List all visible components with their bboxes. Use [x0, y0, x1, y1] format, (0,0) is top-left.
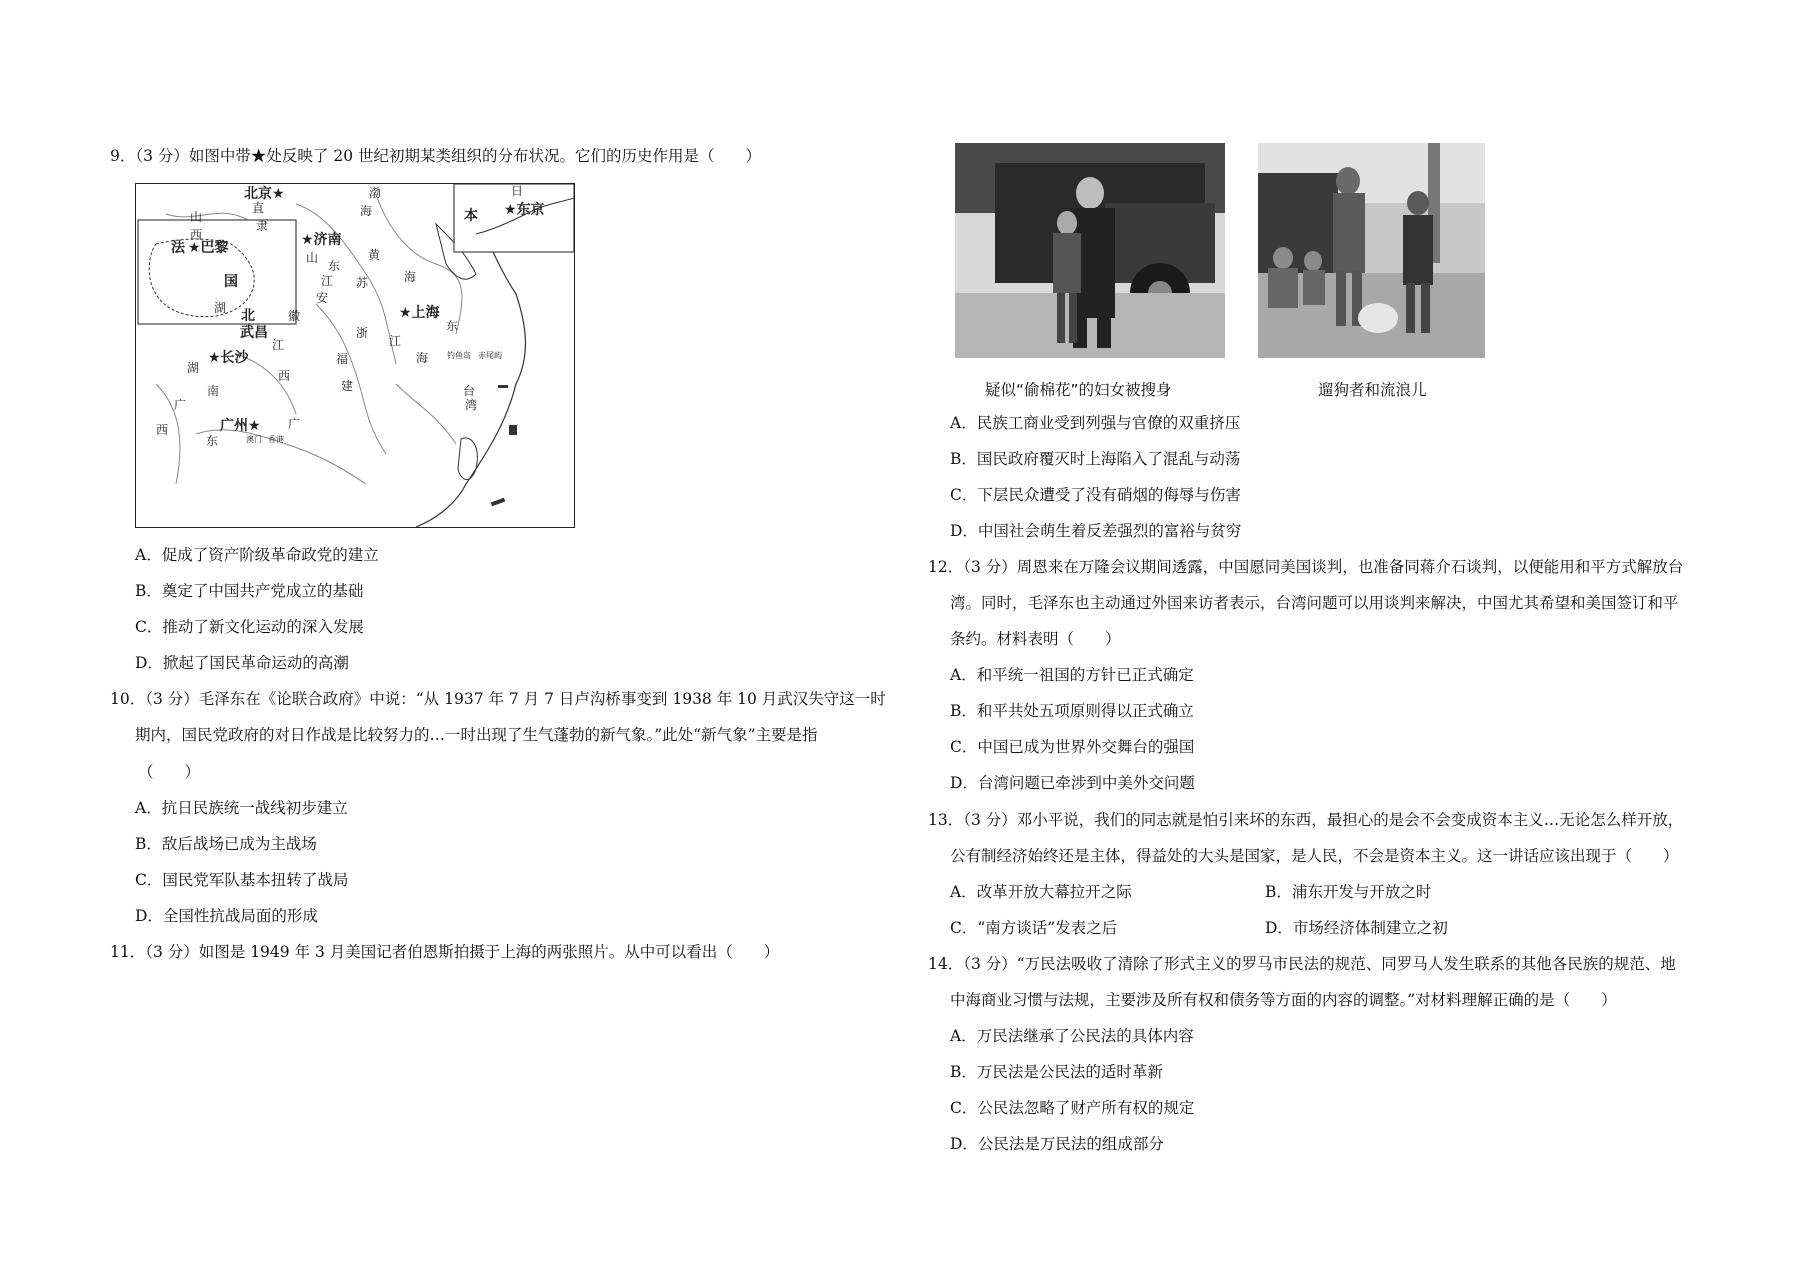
map-jiangxi1: 江 — [272, 338, 285, 352]
q12-option-c: C．中国已成为世界外交舞台的强国 — [950, 738, 1195, 756]
q14-option-b: B．万民法是公民法的适时革新 — [950, 1063, 1163, 1081]
map-fujian2: 建 — [341, 379, 354, 393]
map-jinan: ★济南 — [301, 232, 342, 248]
q13-line2: 公有制经济始终还是主体，得益处的大头是国家，是人民，不会是资本主义。这一讲话应该出现于（ ） — [950, 847, 1679, 865]
map-shanxi2: 西 — [190, 228, 203, 242]
map-zhejiang2: 江 — [389, 334, 402, 348]
map-beijing: 北京★ — [244, 186, 285, 202]
map-shandong2: 东 — [328, 259, 341, 273]
q10-option-a: A．抗日民族统一战线初步建立 — [135, 799, 348, 817]
q11-option-d: D．中国社会萌生着反差强烈的富裕与贫穷 — [950, 522, 1242, 540]
q14-option-d: D．公民法是万民法的组成部分 — [950, 1135, 1164, 1153]
photo-1-image — [955, 143, 1225, 358]
q14-option-c: C．公民法忽略了财产所有权的规定 — [950, 1099, 1195, 1117]
map-xianggang: 香港 — [268, 435, 284, 444]
map-guangdong1: 广 — [288, 417, 301, 431]
map-hunan2: 南 — [207, 384, 220, 398]
map-changsha: ★长沙 — [208, 350, 249, 366]
q13-option-c: C．“南方谈话”发表之后 — [950, 919, 1118, 937]
q13-line1: 13．（3 分）邓小平说，我们的同志就是怕引来坏的东西，最担心的是会不会变成资本主义…无论怎么样开放， — [928, 811, 1684, 829]
q14-line1: 14．（3 分）“万民法吸收了清除了形式主义的罗马市民法的规范、同罗马人发生联系的其他各民族的规范、地 — [928, 955, 1676, 973]
q11-photo-2 — [1258, 143, 1485, 358]
map-hai1: 海 — [404, 270, 417, 284]
map-paris: ★巴黎 — [188, 240, 229, 256]
map-france1: 法 — [171, 240, 185, 256]
map-hunan1: 湖 — [187, 361, 200, 375]
map-aomen: 澳门 — [246, 435, 262, 444]
map-guangxi2: 西 — [156, 423, 169, 437]
map-hubei2: 北 — [241, 308, 255, 324]
map-guangdong2: 东 — [206, 434, 219, 448]
q10-option-b: B．敌后战场已成为主战场 — [135, 835, 317, 853]
map-guangxi1: 广 — [174, 398, 187, 412]
map-shanxi1: 山 — [190, 210, 203, 224]
q11-option-b: B．国民政府覆灭时上海陷入了混乱与动荡 — [950, 450, 1241, 468]
q14-option-a: A．万民法继承了公民法的具体内容 — [950, 1027, 1194, 1045]
q10-line3: （ ） — [138, 763, 201, 781]
q13-option-b: B．浦东开发与开放之时 — [1265, 883, 1432, 901]
map-guangzhou: 广州★ — [220, 418, 261, 434]
q9-stem: 9．（3 分）如图中带★处反映了 20 世纪初期某类组织的分布状况。它们的历史作用是（ ） — [110, 147, 761, 165]
q9-option-b: B．奠定了中国共产党成立的基础 — [135, 582, 364, 600]
map-hubei1: 湖 — [214, 301, 227, 315]
map-jiangsu1: 江 — [321, 274, 334, 288]
q9-map — [135, 183, 575, 528]
map-bohai1: 渤 — [369, 186, 382, 200]
q11-caption-1: 疑似“偷棉花”的妇女被搜身 — [985, 381, 1172, 399]
map-zhejiang1: 浙 — [356, 326, 369, 340]
map-fujian1: 福 — [336, 352, 349, 366]
q12-option-d: D．台湾问题已牵涉到中美外交问题 — [950, 774, 1195, 792]
q10-line1: 10．（3 分）毛泽东在《论联合政府》中说：“从 1937 年 7 月 7 日卢沟桥事变到 1938 年 10 月武汉失守这一时 — [110, 690, 886, 708]
map-wuchang: 武昌 — [240, 325, 268, 341]
q9-option-a: A．促成了资产阶级革命政党的建立 — [135, 546, 379, 564]
map-diaoyu: 钓鱼岛 — [447, 351, 471, 360]
q14-line2: 中海商业习惯与法规，主要涉及所有权和债务等方面的内容的调整。”对材料理解正确的是（ ） — [950, 991, 1617, 1009]
q13-option-d: D．市场经济体制建立之初 — [1265, 919, 1448, 937]
q11-caption-2: 遛狗者和流浪儿 — [1318, 381, 1427, 399]
map-hebei2: 隶 — [256, 219, 269, 233]
photo-2-image — [1258, 143, 1485, 358]
q11-photo-1 — [955, 143, 1225, 358]
q10-option-c: C．国民党军队基本扭转了战局 — [135, 871, 349, 889]
q12-line3: 条约。材料表明（ ） — [950, 630, 1121, 648]
map-japan2: 本 — [464, 208, 478, 224]
q13-option-a: A．改革开放大幕拉开之际 — [950, 883, 1132, 901]
map-france2: 国 — [224, 274, 238, 290]
q9-option-d: D．掀起了国民革命运动的高潮 — [135, 654, 349, 672]
q11-option-a: A．民族工商业受到列强与官僚的双重挤压 — [950, 414, 1241, 432]
map-donghai2: 海 — [416, 351, 429, 365]
map-tokyo: ★东京 — [504, 202, 545, 218]
q12-option-b: B．和平共处五项原则得以正式确立 — [950, 702, 1194, 720]
map-bohai2: 海 — [360, 204, 373, 218]
q11-stem: 11．（3 分）如图是 1949 年 3 月美国记者伯恩斯拍摄于上海的两张照片。从中可以看出（ ） — [110, 943, 780, 961]
q12-option-a: A．和平统一祖国的方针已正式确定 — [950, 666, 1194, 684]
map-anhui2: 徽 — [288, 309, 301, 323]
map-taiwan1: 台 — [463, 384, 476, 398]
map-hebei1: 直 — [252, 201, 265, 215]
q9-option-c: C．推动了新文化运动的深入发展 — [135, 618, 364, 636]
map-taiwan2: 湾 — [465, 398, 478, 412]
map-shanghai: ★上海 — [399, 305, 440, 321]
map-jiangxi2: 西 — [278, 369, 291, 383]
map-jiangsu2: 苏 — [356, 276, 369, 290]
q10-option-d: D．全国性抗战局面的形成 — [135, 907, 318, 925]
q10-line2: 期内，国民党政府的对日作战是比较努力的…一时出现了生气蓬勃的新气象。”此处“新气象”主要是指 — [135, 726, 818, 744]
map-anhui1: 安 — [316, 291, 329, 305]
q12-line1: 12．（3 分）周恩来在万隆会议期间透露，中国愿同美国谈判，也准备同蒋介石谈判，以便能用和平方式解放台 — [928, 558, 1684, 576]
map-japan1: 日 — [511, 184, 524, 198]
map-donghai1: 东 — [446, 319, 459, 333]
q11-option-c: C．下层民众遭受了没有硝烟的侮辱与伤害 — [950, 486, 1241, 504]
map-chiwei: 赤尾屿 — [478, 351, 502, 360]
map-huang: 黄 — [368, 248, 381, 262]
map-shandong1: 山 — [306, 251, 319, 265]
q12-line2: 湾。同时，毛泽东也主动通过外国来访者表示，台湾问题可以用谈判来解决，中国尤其希望和美国签订和平 — [950, 594, 1679, 612]
